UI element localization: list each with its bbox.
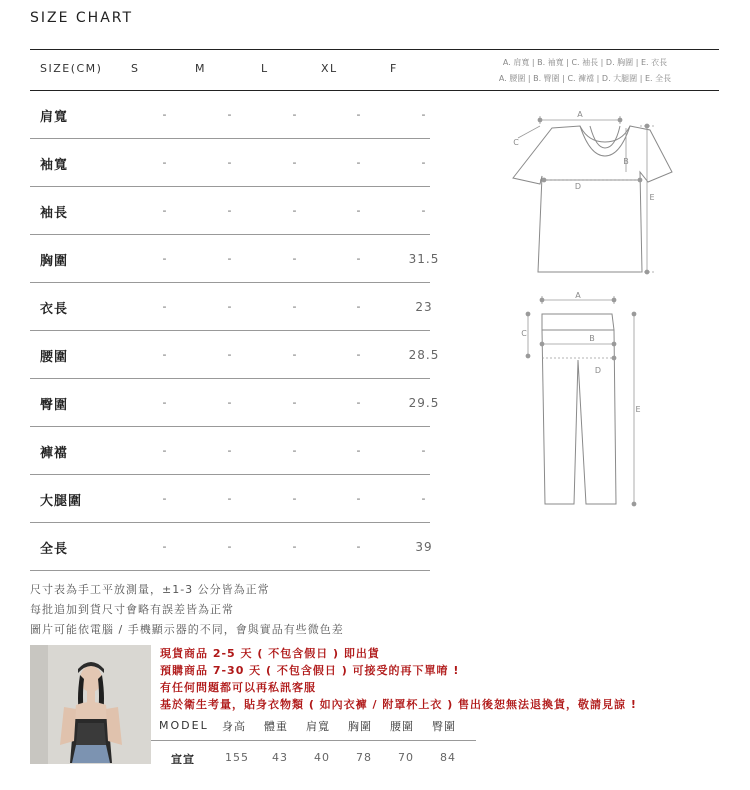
diagram-top-c: C — [513, 138, 519, 147]
table-cell: - — [292, 492, 298, 505]
shipping-notes — [160, 645, 637, 713]
row-label: 衣長 — [40, 302, 69, 317]
table-row — [30, 523, 433, 571]
table-cell: - — [356, 348, 362, 361]
model-bust-value: 78 — [356, 751, 372, 764]
table-cell: - — [227, 492, 233, 505]
table-cell: - — [292, 108, 298, 121]
table-cell: - — [356, 252, 362, 265]
diagram-top-d: D — [574, 182, 582, 191]
diagram-top-a: A — [577, 110, 583, 119]
top-garment-outline — [513, 126, 672, 272]
table-row — [30, 235, 440, 283]
model-weight-value: 43 — [272, 751, 288, 764]
diagram-bottom-c: C — [521, 329, 527, 338]
table-cell: - — [227, 396, 233, 409]
table-cell: - — [292, 300, 298, 313]
table-cell: 29.5 — [408, 396, 440, 410]
table-cell: 28.5 — [408, 348, 440, 362]
table-cell: - — [356, 300, 362, 313]
red-note-line: 預購商品 7-30 天 ( 不包含假日 ) 可接受的再下單唷 ! — [160, 664, 460, 677]
table-cell: - — [421, 204, 427, 217]
table-cell: - — [421, 492, 427, 505]
model-table-rule — [151, 740, 476, 741]
size-header-xl: XL — [321, 62, 338, 75]
bottom-garment-outline — [542, 314, 616, 504]
table-cell: - — [356, 204, 362, 217]
red-note-line: 有任何問題都可以再私訊客服 — [160, 681, 316, 694]
diagram-bottom-b: B — [589, 334, 595, 343]
table-cell: - — [227, 444, 233, 457]
row-label: 腰圍 — [40, 350, 69, 365]
note-line: 圖片可能依電腦 / 手機顯示器的不同，會與實品有些微色差 — [30, 623, 344, 636]
model-header-label: MODEL — [159, 719, 209, 732]
model-header-height: 身高 — [222, 720, 246, 733]
red-note-line: 現貨商品 2-5 天 ( 不包含假日 ) 即出貨 — [160, 647, 380, 660]
table-cell: - — [162, 396, 168, 409]
table-cell: - — [162, 444, 168, 457]
diagram-bottom-d: D — [594, 366, 602, 375]
table-cell: - — [421, 156, 427, 169]
legend-bottom-line: A. 腰圍 | B. 臀圍 | C. 褲襠 | D. 大腿圍 | E. 全長 — [498, 74, 672, 83]
size-header-f: F — [390, 62, 398, 75]
table-cell: - — [356, 108, 362, 121]
table-row — [30, 139, 430, 187]
red-note-line: 基於衛生考量，貼身衣物類 ( 如內衣褲 / 附罩杯上衣 ) 售出後恕無法退換貨，敬請見諒 ! — [160, 698, 637, 711]
row-label: 臀圍 — [40, 398, 69, 413]
model-header-shoulder: 肩寬 — [306, 720, 330, 733]
table-cell: - — [162, 348, 168, 361]
model-header-hip: 臀圍 — [432, 720, 456, 733]
table-cell: 23 — [415, 300, 433, 314]
row-label: 肩寬 — [40, 110, 69, 125]
top-collar — [580, 126, 630, 156]
row-label: 胸圍 — [40, 254, 69, 269]
note-line: 每批追加到貨尺寸會略有誤差皆為正常 — [30, 603, 234, 616]
row-label: 袖長 — [40, 206, 69, 221]
table-cell: - — [356, 492, 362, 505]
size-header-l: L — [261, 62, 269, 75]
table-cell: - — [162, 108, 168, 121]
table-cell: - — [162, 204, 168, 217]
table-cell: - — [292, 204, 298, 217]
diagram-top-b: B — [623, 157, 629, 166]
garment-diagram — [500, 100, 680, 520]
row-label: 全長 — [40, 542, 69, 557]
row-label: 袖寬 — [40, 158, 69, 173]
table-cell: - — [421, 444, 427, 457]
table-cell: - — [227, 156, 233, 169]
model-height-value: 155 — [225, 751, 249, 764]
table-cell: - — [162, 252, 168, 265]
note-line: 尺寸表為手工平放測量，±1-3 公分皆為正常 — [30, 583, 270, 596]
table-row — [30, 427, 430, 475]
table-cell: - — [227, 204, 233, 217]
model-hip-value: 84 — [440, 751, 456, 764]
row-label: 褲襠 — [40, 446, 69, 461]
table-row — [30, 475, 430, 523]
header-top-rule — [30, 49, 719, 50]
table-cell: - — [356, 540, 362, 553]
diagram-bottom-e: E — [635, 405, 641, 414]
table-cell: - — [227, 252, 233, 265]
table-cell: - — [356, 444, 362, 457]
size-header-s: S — [131, 62, 140, 75]
table-row — [30, 379, 440, 427]
table-cell: - — [227, 540, 233, 553]
table-cell: - — [162, 156, 168, 169]
table-cell: - — [292, 396, 298, 409]
table-cell: 31.5 — [408, 252, 440, 266]
model-header-waist: 腰圍 — [390, 720, 414, 733]
table-cell: - — [421, 108, 427, 121]
table-cell: - — [292, 156, 298, 169]
diagram-top-e: E — [649, 193, 655, 202]
table-cell: - — [356, 396, 362, 409]
table-row — [30, 283, 433, 331]
measurement-legend — [450, 55, 720, 87]
table-row — [30, 331, 440, 379]
table-cell: - — [162, 492, 168, 505]
diagram-bottom-a: A — [575, 291, 581, 300]
size-header-m: M — [195, 62, 206, 75]
model-waist-value: 70 — [398, 751, 414, 764]
table-cell: 39 — [415, 540, 433, 554]
table-cell: - — [292, 444, 298, 457]
table-cell: - — [292, 540, 298, 553]
model-shoulder-value: 40 — [314, 751, 330, 764]
table-cell: - — [227, 348, 233, 361]
table-row — [30, 91, 430, 139]
model-photo — [30, 645, 151, 764]
row-label: 大腿圍 — [40, 494, 83, 509]
table-cell: - — [227, 108, 233, 121]
table-cell: - — [292, 348, 298, 361]
table-cell: - — [356, 156, 362, 169]
table-cell: - — [162, 540, 168, 553]
table-row — [30, 187, 430, 235]
model-header-bust: 胸圍 — [348, 720, 372, 733]
table-cell: - — [162, 300, 168, 313]
model-name: 宣宣 — [171, 753, 195, 766]
model-header-weight: 體重 — [264, 720, 288, 733]
table-cell: - — [227, 300, 233, 313]
legend-top-line: A. 肩寬 | B. 袖寬 | C. 袖長 | D. 胸圍 | E. 衣長 — [502, 58, 668, 67]
size-header-label: SIZE(CM) — [40, 62, 103, 75]
table-cell: - — [292, 252, 298, 265]
measurement-notes — [30, 580, 344, 640]
size-chart-title: SIZE CHART — [30, 10, 134, 26]
